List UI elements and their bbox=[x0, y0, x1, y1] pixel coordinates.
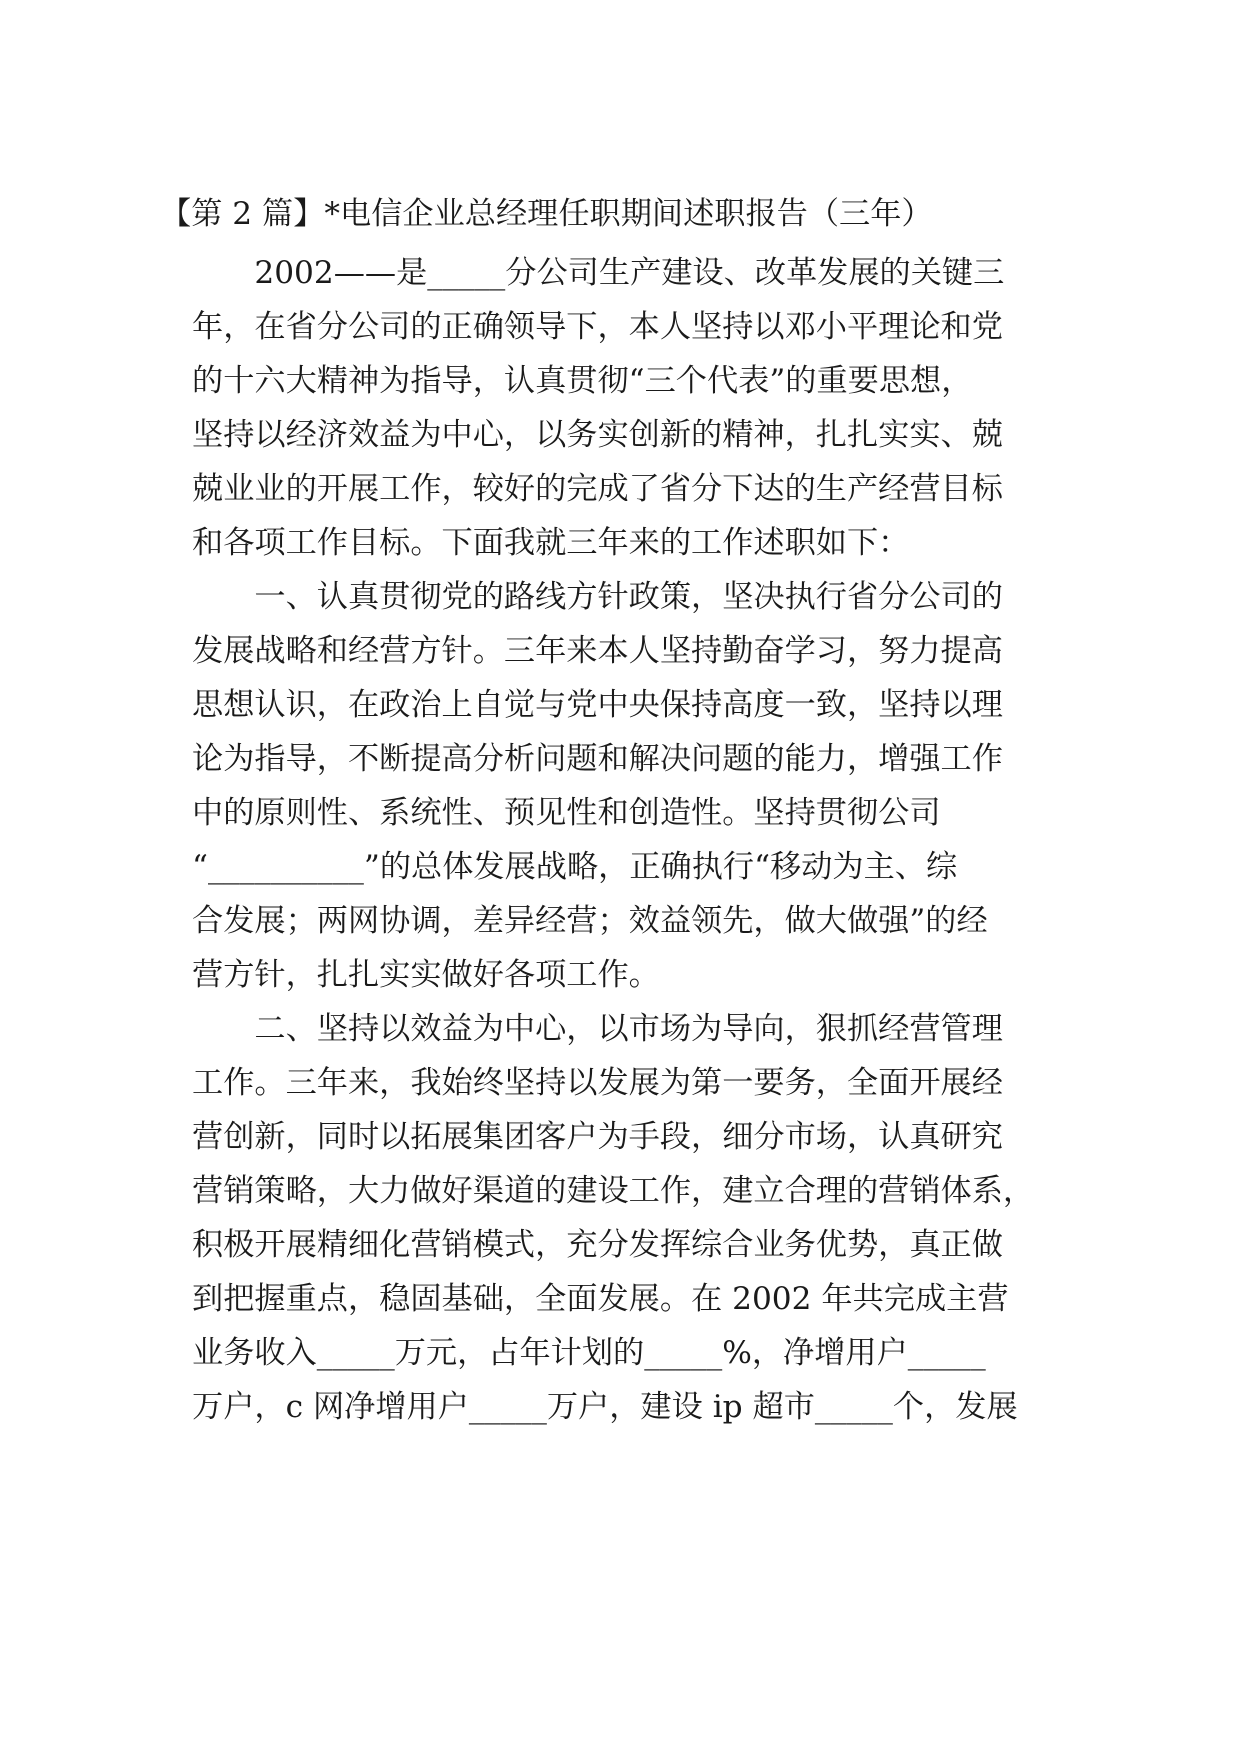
paragraph-line: 思想认识，在政治上自觉与党中央保持高度一致，坚持以理 bbox=[192, 687, 1003, 723]
paragraph-line: 兢业业的开展工作，较好的完成了省分下达的生产经营目标 bbox=[192, 471, 1003, 507]
document-title: 【第 2 篇】*电信企业总经理任职期间述职报告（三年） bbox=[160, 196, 933, 232]
paragraph-line: 年，在省分公司的正确领导下，本人坚持以邓小平理论和党 bbox=[192, 309, 1003, 345]
paragraph-line: 坚持以经济效益为中心，以务实创新的精神，扎扎实实、兢 bbox=[192, 417, 1003, 453]
paragraph-line: 论为指导，不断提高分析问题和解决问题的能力，增强工作 bbox=[192, 741, 1003, 777]
paragraph-line: 营销策略，大力做好渠道的建设工作，建立合理的营销体系， bbox=[192, 1173, 1035, 1209]
paragraph-line: 万户，c 网净增用户_____万户，建设 ip 超市_____个，发展 bbox=[192, 1389, 1018, 1425]
paragraph-line: 到把握重点，稳固基础，全面发展。在 2002 年共完成主营 bbox=[192, 1281, 1009, 1317]
paragraph-line: 工作。三年来，我始终坚持以发展为第一要务，全面开展经 bbox=[192, 1065, 1003, 1101]
paragraph-line: 一、认真贯彻党的路线方针政策，坚决执行省分公司的 bbox=[192, 579, 1003, 615]
paragraph-line: 中的原则性、系统性、预见性和创造性。坚持贯彻公司 bbox=[192, 795, 941, 831]
paragraph-line: 合发展；两网协调，差异经营；效益领先，做大做强”的经 bbox=[192, 903, 988, 939]
paragraph-line: 积极开展精细化营销模式，充分发挥综合业务优势，真正做 bbox=[192, 1227, 1003, 1263]
paragraph-line: 2002——是_____分公司生产建设、改革发展的关键三 bbox=[192, 255, 1005, 291]
paragraph-line: 的十六大精神为指导，认真贯彻“三个代表”的重要思想， bbox=[192, 363, 973, 399]
paragraph-line: 营方针，扎扎实实做好各项工作。 bbox=[192, 957, 660, 993]
paragraph-line: “__________”的总体发展战略，正确执行“移动为主、综 bbox=[192, 849, 958, 885]
paragraph-line: 发展战略和经营方针。三年来本人坚持勤奋学习，努力提高 bbox=[192, 633, 1003, 669]
paragraph-line: 二、坚持以效益为中心，以市场为导向，狠抓经营管理 bbox=[192, 1011, 1003, 1047]
paragraph-line: 业务收入_____万元，占年计划的_____%，净增用户_____ bbox=[192, 1335, 986, 1371]
paragraph-line: 和各项工作目标。下面我就三年来的工作述职如下： bbox=[192, 525, 910, 561]
paragraph-line: 营创新，同时以拓展集团客户为手段，细分市场，认真研究 bbox=[192, 1119, 1003, 1155]
